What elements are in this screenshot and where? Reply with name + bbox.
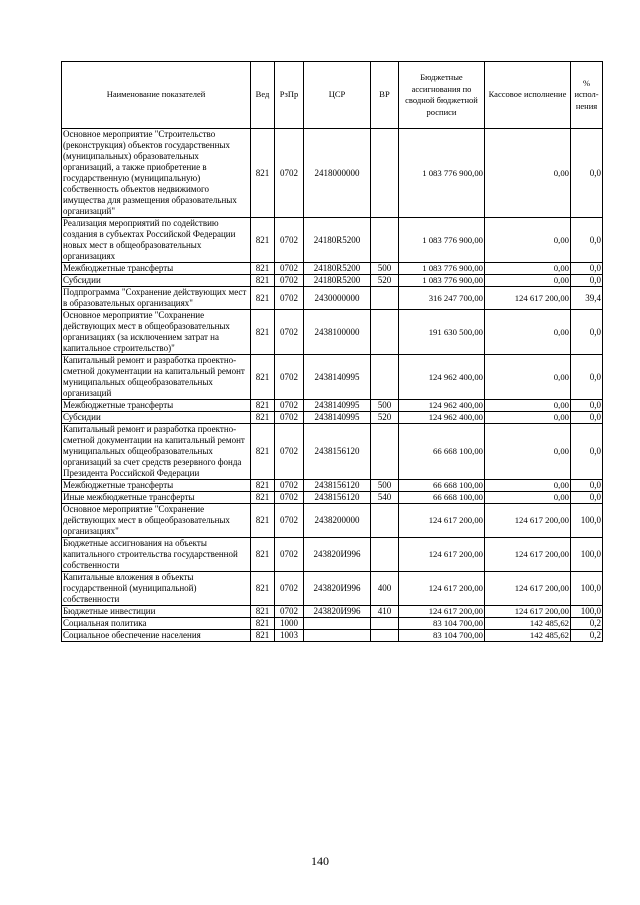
table-row [62, 355, 603, 400]
row-ved: 821 [251, 400, 275, 412]
row-vr: 500 [371, 400, 399, 412]
row-ved: 821 [251, 572, 275, 606]
row-ved: 821 [251, 287, 275, 310]
row-ved: 821 [251, 310, 275, 355]
row-rzpr: 0702 [275, 129, 304, 218]
row-csr [304, 618, 371, 630]
row-name: Реализация мероприятий по содействию создания в субъектах Российской Федерации новых мест в общеобразовательных организациях [62, 218, 251, 263]
row-ved: 821 [251, 606, 275, 618]
table-header-row [62, 62, 603, 129]
row-vr: 540 [371, 492, 399, 504]
row-percent: 100,0 [571, 504, 603, 538]
row-rzpr: 0702 [275, 492, 304, 504]
row-cash-execution: 142 485,62 [485, 618, 571, 630]
row-vr [371, 218, 399, 263]
row-cash-execution: 0,00 [485, 263, 571, 275]
row-vr [371, 618, 399, 630]
row-csr: 24180R5200 [304, 275, 371, 287]
row-vr [371, 538, 399, 572]
page-number: 140 [311, 854, 329, 868]
row-percent: 0,0 [571, 355, 603, 400]
row-cash-execution: 142 485,62 [485, 630, 571, 642]
row-assignments: 124 617 200,00 [399, 504, 485, 538]
row-csr: 2438156120 [304, 492, 371, 504]
row-percent: 0,0 [571, 129, 603, 218]
row-csr: 2438156120 [304, 424, 371, 480]
row-cash-execution: 0,00 [485, 412, 571, 424]
row-vr [371, 504, 399, 538]
row-vr [371, 424, 399, 480]
row-ved: 821 [251, 538, 275, 572]
row-name: Субсидии [62, 412, 251, 424]
row-percent: 0,2 [571, 618, 603, 630]
row-csr: 243820И996 [304, 538, 371, 572]
table-row [62, 412, 603, 424]
table-body [62, 129, 603, 642]
row-assignments: 124 962 400,00 [399, 355, 485, 400]
row-name: Капитальный ремонт и разработка проектно-сметной документации на капитальный ремонт муниципальных общеобразовательных организаций [62, 355, 251, 400]
row-cash-execution: 0,00 [485, 310, 571, 355]
table-row [62, 400, 603, 412]
row-rzpr: 0702 [275, 287, 304, 310]
row-percent: 0,0 [571, 218, 603, 263]
row-csr: 2438140995 [304, 355, 371, 400]
row-percent: 0,0 [571, 263, 603, 275]
row-percent: 0,0 [571, 275, 603, 287]
row-cash-execution: 0,00 [485, 480, 571, 492]
table-row [62, 263, 603, 275]
row-rzpr: 0702 [275, 538, 304, 572]
row-csr [304, 630, 371, 642]
row-percent: 0,0 [571, 400, 603, 412]
row-assignments: 124 617 200,00 [399, 572, 485, 606]
row-csr: 2438140995 [304, 412, 371, 424]
table-row [62, 538, 603, 572]
row-cash-execution: 124 617 200,00 [485, 504, 571, 538]
row-name: Межбюджетные трансферты [62, 400, 251, 412]
header-assignments: Бюджетные ассигнования по сводной бюджетной росписи [399, 62, 485, 129]
table-row [62, 504, 603, 538]
row-rzpr: 0702 [275, 218, 304, 263]
row-ved: 821 [251, 129, 275, 218]
row-rzpr: 0702 [275, 504, 304, 538]
row-name: Капитальный ремонт и разработка проектно-сметной документации на капитальный ремонт муниципальных общеобразовательных организаций за счет средств резервного фонда Президента Российской Федерации [62, 424, 251, 480]
row-assignments: 124 617 200,00 [399, 538, 485, 572]
row-assignments: 124 962 400,00 [399, 412, 485, 424]
row-name: Капитальные вложения в объекты государственной (муниципальной) собственности [62, 572, 251, 606]
row-rzpr: 0702 [275, 412, 304, 424]
row-percent: 100,0 [571, 538, 603, 572]
row-vr [371, 287, 399, 310]
row-ved: 821 [251, 275, 275, 287]
row-percent: 100,0 [571, 572, 603, 606]
table-row [62, 275, 603, 287]
table-row [62, 129, 603, 218]
row-percent: 0,0 [571, 424, 603, 480]
row-rzpr: 0702 [275, 263, 304, 275]
row-cash-execution: 0,00 [485, 129, 571, 218]
row-name: Бюджетные инвестиции [62, 606, 251, 618]
row-percent: 0,0 [571, 480, 603, 492]
row-name: Основное мероприятие "Сохранение действующих мест в общеобразовательных организациях" [62, 504, 251, 538]
row-ved: 821 [251, 355, 275, 400]
row-rzpr: 1003 [275, 630, 304, 642]
row-vr: 520 [371, 275, 399, 287]
row-name: Межбюджетные трансферты [62, 263, 251, 275]
row-cash-execution: 0,00 [485, 355, 571, 400]
row-cash-execution: 0,00 [485, 424, 571, 480]
row-rzpr: 0702 [275, 424, 304, 480]
row-name: Социальная политика [62, 618, 251, 630]
row-ved: 821 [251, 263, 275, 275]
row-percent: 100,0 [571, 606, 603, 618]
row-vr: 410 [371, 606, 399, 618]
row-cash-execution: 124 617 200,00 [485, 538, 571, 572]
row-ved: 821 [251, 412, 275, 424]
header-rzpr: РзПр [275, 62, 304, 129]
row-name: Социальное обеспечение населения [62, 630, 251, 642]
row-assignments: 1 083 776 900,00 [399, 129, 485, 218]
table-row [62, 287, 603, 310]
row-name: Межбюджетные трансферты [62, 480, 251, 492]
row-rzpr: 0702 [275, 572, 304, 606]
table-row [62, 630, 603, 642]
row-ved: 821 [251, 618, 275, 630]
row-vr: 500 [371, 263, 399, 275]
header-percent: % испол-нения [571, 62, 603, 129]
table-row [62, 218, 603, 263]
row-assignments: 1 083 776 900,00 [399, 275, 485, 287]
row-assignments: 191 630 500,00 [399, 310, 485, 355]
table-row [62, 618, 603, 630]
table-row [62, 424, 603, 480]
row-ved: 821 [251, 630, 275, 642]
row-assignments: 66 668 100,00 [399, 480, 485, 492]
row-csr: 243820И996 [304, 606, 371, 618]
row-cash-execution: 124 617 200,00 [485, 287, 571, 310]
table-row [62, 480, 603, 492]
row-vr [371, 630, 399, 642]
table-row [62, 310, 603, 355]
header-cash-execution: Кассовое исполнение [485, 62, 571, 129]
row-cash-execution: 0,00 [485, 492, 571, 504]
row-vr: 500 [371, 480, 399, 492]
row-vr [371, 129, 399, 218]
row-ved: 821 [251, 424, 275, 480]
row-assignments: 66 668 100,00 [399, 424, 485, 480]
header-ved: Вед [251, 62, 275, 129]
table-row [62, 492, 603, 504]
row-csr: 24180R5200 [304, 263, 371, 275]
header-vr: ВР [371, 62, 399, 129]
row-percent: 39,4 [571, 287, 603, 310]
row-ved: 821 [251, 492, 275, 504]
row-vr [371, 355, 399, 400]
row-name: Основное мероприятие "Сохранение действующих мест в общеобразовательных организациях (за исключением затрат на капитальное строительство)" [62, 310, 251, 355]
row-cash-execution: 0,00 [485, 275, 571, 287]
table-row [62, 572, 603, 606]
row-csr: 243820И996 [304, 572, 371, 606]
row-rzpr: 0702 [275, 606, 304, 618]
row-assignments: 1 083 776 900,00 [399, 218, 485, 263]
row-ved: 821 [251, 218, 275, 263]
row-rzpr: 0702 [275, 355, 304, 400]
row-csr: 2418000000 [304, 129, 371, 218]
row-csr: 2438156120 [304, 480, 371, 492]
row-csr: 2430000000 [304, 287, 371, 310]
row-csr: 2438200000 [304, 504, 371, 538]
row-vr: 400 [371, 572, 399, 606]
row-percent: 0,2 [571, 630, 603, 642]
header-name: Наименование показателей [62, 62, 251, 129]
row-percent: 0,0 [571, 492, 603, 504]
row-ved: 821 [251, 480, 275, 492]
row-rzpr: 0702 [275, 400, 304, 412]
row-name: Подпрограмма "Сохранение действующих мест в образовательных организациях" [62, 287, 251, 310]
row-assignments: 66 668 100,00 [399, 492, 485, 504]
row-cash-execution: 124 617 200,00 [485, 606, 571, 618]
row-name: Основное мероприятие "Строительство (реконструкция) объектов государственных (муниципальных) образовательных организаций, а также приобретение в государственную (муниципальную) собственность объектов недвижимого имущества для размещения образовательных организаций" [62, 129, 251, 218]
row-cash-execution: 0,00 [485, 218, 571, 263]
row-assignments: 316 247 700,00 [399, 287, 485, 310]
row-assignments: 1 083 776 900,00 [399, 263, 485, 275]
row-rzpr: 1000 [275, 618, 304, 630]
row-name: Иные межбюджетные трансферты [62, 492, 251, 504]
row-cash-execution: 0,00 [485, 400, 571, 412]
row-vr: 520 [371, 412, 399, 424]
row-percent: 0,0 [571, 310, 603, 355]
row-vr [371, 310, 399, 355]
row-csr: 2438140995 [304, 400, 371, 412]
header-csr: ЦСР [304, 62, 371, 129]
row-rzpr: 0702 [275, 310, 304, 355]
row-name: Субсидии [62, 275, 251, 287]
row-assignments: 83 104 700,00 [399, 618, 485, 630]
row-rzpr: 0702 [275, 480, 304, 492]
budget-execution-table [61, 61, 603, 642]
row-percent: 0,0 [571, 412, 603, 424]
row-csr: 2438100000 [304, 310, 371, 355]
table-row [62, 606, 603, 618]
row-ved: 821 [251, 504, 275, 538]
row-cash-execution: 124 617 200,00 [485, 572, 571, 606]
row-rzpr: 0702 [275, 275, 304, 287]
row-assignments: 124 962 400,00 [399, 400, 485, 412]
row-csr: 24180R5200 [304, 218, 371, 263]
row-assignments: 83 104 700,00 [399, 630, 485, 642]
row-name: Бюджетные ассигнования на объекты капитального строительства государственной собственности [62, 538, 251, 572]
row-assignments: 124 617 200,00 [399, 606, 485, 618]
